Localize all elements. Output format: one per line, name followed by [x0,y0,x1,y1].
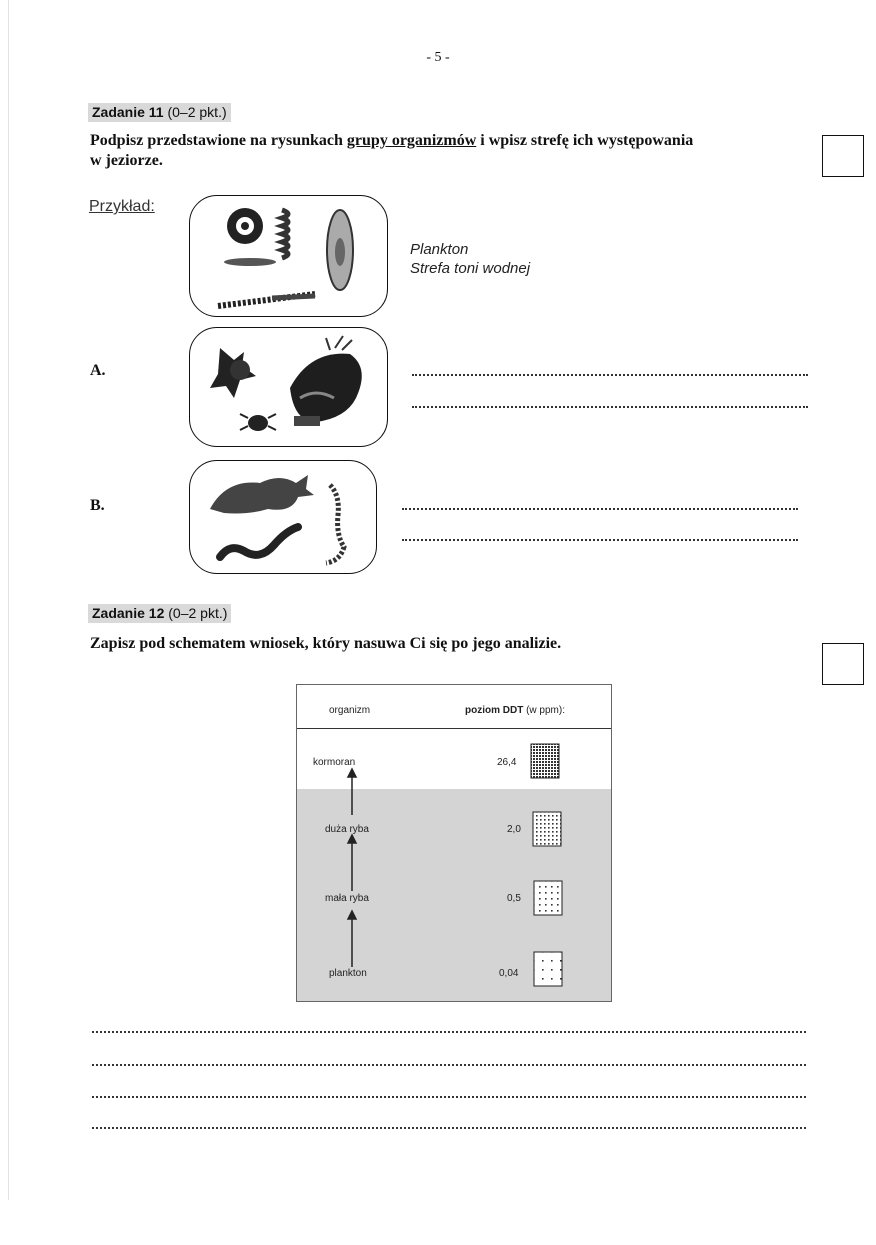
ddt-mala-ryba: 0,5 [507,893,521,904]
example-label: Przykład: [89,198,155,215]
ddt-kormoran: 26,4 [497,757,517,768]
example-answer-group: Plankton [410,241,469,258]
organism-plankton: plankton [329,968,367,979]
ddt-plankton: 0,04 [499,968,519,979]
task12-instruction: Zapisz pod schematem wniosek, który nasuwa Ci się po jego analizie. [90,635,562,652]
organism-mala-ryba: mała ryba [325,893,369,904]
answer-a-line-2[interactable] [412,406,808,408]
label-b: B. [90,497,105,514]
answer-a-line-1[interactable] [412,374,808,376]
answer-12-line-2[interactable] [92,1064,806,1066]
answer-b-line-2[interactable] [402,539,798,541]
ddt-swatch-kormoran [530,743,560,779]
task11-points: (0–2 pkt.) [167,104,227,120]
ddt-diagram [296,684,612,1002]
organism-duza-ryba: duża ryba [325,824,369,835]
answer-12-line-1[interactable] [92,1031,806,1033]
ddt-swatch-plankton [533,951,563,987]
diagram-header-divider [297,728,611,729]
organism-kormoran: kormoran [313,757,356,768]
task11-instruction [90,131,818,151]
answer-b-line-1[interactable] [402,508,798,510]
task12-points: (0–2 pkt.) [168,605,228,621]
task11-header [88,103,231,122]
example-answer-zone: Strefa toni wodnej [410,260,531,277]
ddt-swatch-mala-ryba [533,880,563,916]
ddt-duza-ryba: 2,0 [507,824,521,835]
answer-12-line-4[interactable] [92,1127,806,1129]
page-number: - 5 - [426,50,450,65]
task12-number: Zadanie 12 [92,605,165,621]
page-edge-line [8,0,9,1200]
task12-header [88,604,231,623]
plankton-icon [190,196,387,316]
task11-instruction-underlined: grupy organizmów [346,132,477,149]
task11-score-box[interactable] [822,135,864,177]
aquatic-insects-icon [190,328,387,446]
food-chain-arrows [342,767,362,977]
answer-12-line-3[interactable] [92,1096,806,1098]
ddt-swatch-duza-ryba [532,811,562,847]
diagram-header-ddt-unit: (w ppm): [523,705,565,716]
illustration-a [189,327,388,447]
plankton-illustration [189,195,388,317]
task12-score-box[interactable] [822,643,864,685]
label-a: A. [90,362,106,379]
task11-instruction-start: Podpisz przedstawione na rysunkach [90,132,347,149]
diagram-header-ddt-bold: poziom DDT [465,705,524,716]
diagram-header-organism: organizm [329,705,371,716]
task11-number: Zadanie 11 [92,104,164,120]
task11-instruction-end: i wpisz strefę ich występowania [476,132,694,149]
task11-instruction-line2: w jeziorze. [90,152,163,169]
diagram-header-ddt [465,705,565,716]
benthic-organisms-icon [190,461,376,573]
illustration-b [189,460,377,574]
